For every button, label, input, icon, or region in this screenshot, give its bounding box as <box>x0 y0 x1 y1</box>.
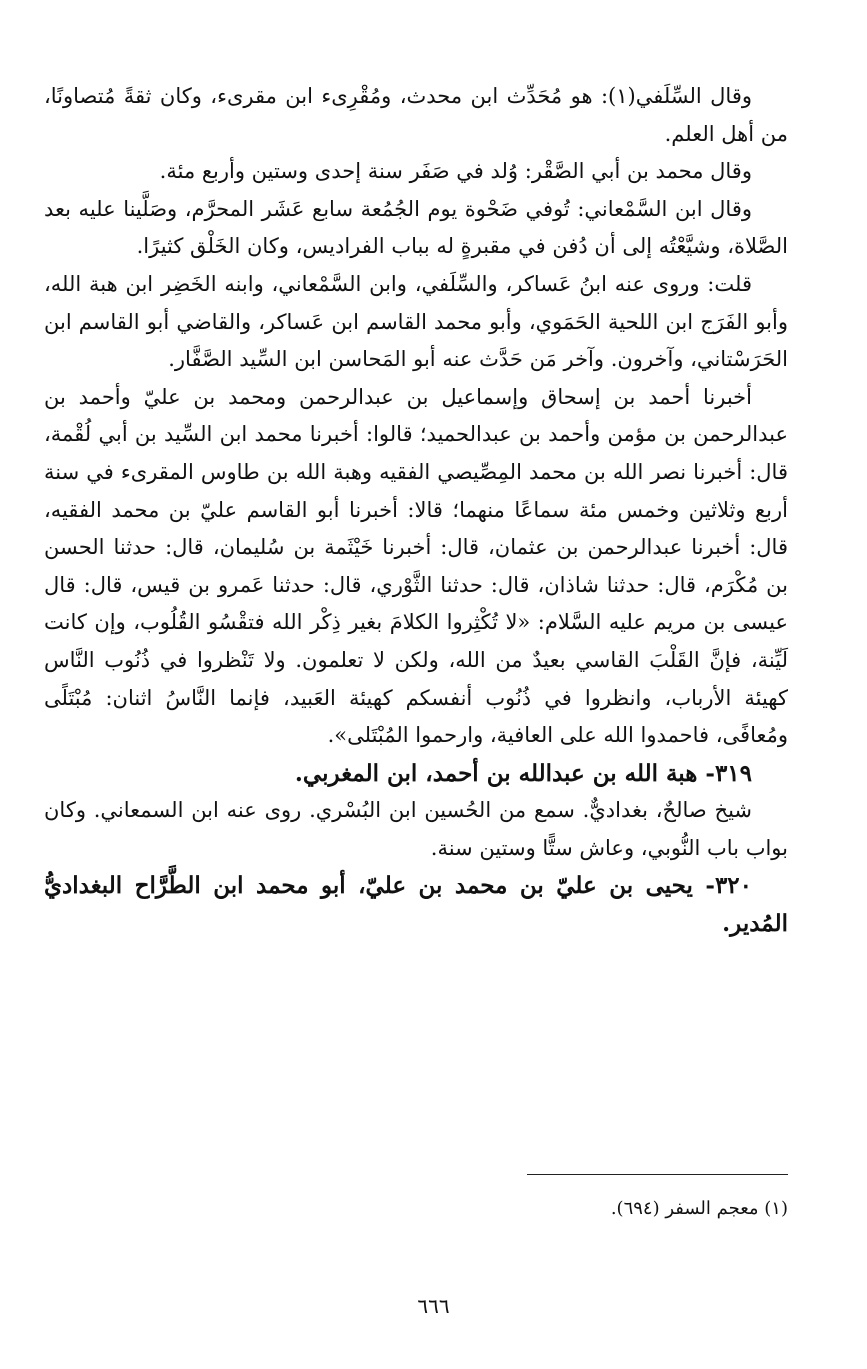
paragraph-entry-319: شيخ صالحٌ، بغداديٌّ. سمع من الحُسين ابن البُسْري. روى عنه ابن السمعاني. وكان بواب باب النُّوبي، وعاش ستًّا وستين سنة. <box>44 798 788 860</box>
paragraph-silafi-quote: وقال السِّلَفي(١): هو مُحَدِّث ابن محدث، ومُقْرِىء ابن مقرىء، وكان ثقةً مُتصاونًا، من أهل العلم. <box>44 84 788 146</box>
main-text <box>44 78 788 943</box>
paragraph-narrators: قلت: وروى عنه ابنُ عَساكر، والسِّلَفي، وابن السَّمْعاني، وابنه الخَضِر ابن هبة الله، وأبو الفَرَج ابن اللحية الحَمَوي، وأبو محمد القاسم ابن عَساكر، والقاضي أبو القاسم ابن الحَرَسْتاني، وآخرون. وآخر مَن حَدَّث عنه أبو المَحاسن ابن السِّيد الصَّفَّار. <box>44 271 788 372</box>
entry-heading-320: ٣٢٠- يحيى بن عليّ بن محمد بن عليّ، أبو محمد ابن الطَّرَّاح البغداديُّ المُدير. <box>44 872 788 938</box>
footnote-divider <box>527 1174 788 1175</box>
paragraph-birth-date: وقال محمد بن أبي الصَّقْر: وُلد في صَفَر سنة إحدى وستين وأربع مئة. <box>159 159 752 184</box>
paragraph-hadith-chain: أخبرنا أحمد بن إسحاق وإسماعيل بن عبدالرحمن ومحمد بن عليّ وأحمد بن عبدالرحمن بن مؤمن وأحمد بن عبدالحميد؛ قالوا: أخبرنا محمد ابن السِّيد بن أبي لُقْمة، قال: أخبرنا نصر الله بن محمد المِصِّيصي الفقيه وهبة الله بن طاوس المقرىء في سنة أربع وثلاثين وخمس مئة سماعًا منهما؛ قالا: أخبرنا أبو القاسم عليّ بن محمد الفقيه، قال: أخبرنا عبدالرحمن بن عثمان، قال: أخبرنا خَيْثَمة بن سُليمان، قال: حدثنا الحسن بن مُكْرَم، قال: حدثنا شاذان، قال: حدثنا الثَّوْري، قال: حدثنا عَمرو بن قيس، قال: قال عيسى بن مريم عليه السَّلام: «لا تُكْثِروا الكلامَ بغير ذِكْر الله فتقْسُو القُلُوب، وإن كانت لَيِّنة، فإنَّ القَلْبَ القاسي بعيدٌ من الله، ولكن لا تعلمون. ولا تَنْظروا في ذُنُوب النَّاس كهيئة الأرباب، وانظروا في ذُنُوب أنفسكم كهيئة العَبيد، فإنما النَّاسُ اثنان: مُبْتَلًى ومُعافًى، فاحمدوا الله على العافية، وارحموا المُبْتَلى». <box>44 384 788 748</box>
paragraph-death-date: وقال ابن السَّمْعاني: تُوفي ضَحْوة يوم الجُمُعة سابع عَشَر المحرَّم، وصَلَّينا عليه بعد الصَّلاة، وشيَّعْتُه إلى أن دُفن في مقبرةٍ له بباب الفراديس، وكان الخَلْق كثيرًا. <box>44 196 788 259</box>
entry-heading-319: ٣١٩- هبة الله بن عبدالله بن أحمد، ابن المغربي. <box>294 759 752 787</box>
page-number: ٦٦٦ <box>417 1294 450 1318</box>
footnote: (١) معجم السفر (٦٩٤). <box>610 1198 788 1219</box>
